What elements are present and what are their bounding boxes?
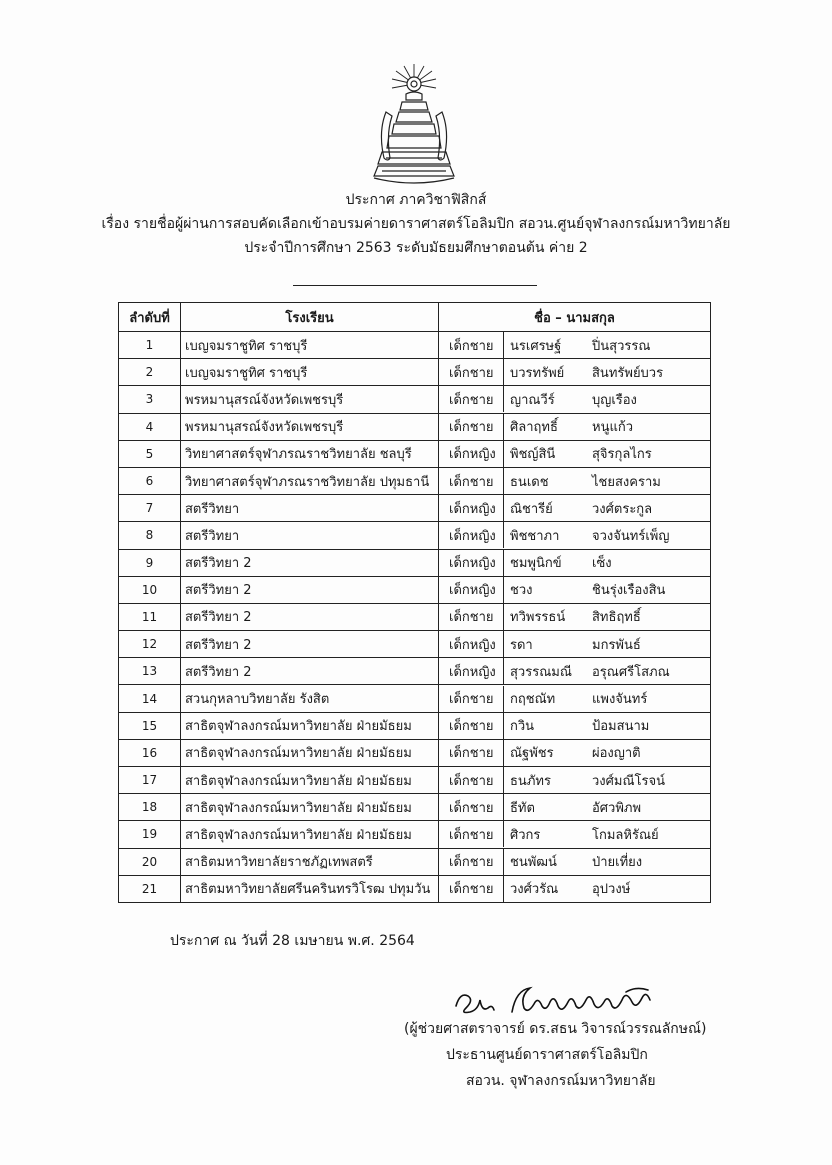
chulalongkorn-emblem-icon xyxy=(372,62,456,190)
student-last-name: ไชยสงคราม xyxy=(592,474,661,490)
name-cell xyxy=(439,495,711,522)
row-number: 16 xyxy=(119,739,181,766)
name-cell xyxy=(439,631,711,658)
row-number: 19 xyxy=(119,821,181,848)
school-cell: สาธิตจุฬาลงกรณ์มหาวิทยาลัย ฝ่ายมัธยม xyxy=(181,739,439,766)
table-row xyxy=(119,495,711,522)
table-row xyxy=(119,875,711,902)
name-cell xyxy=(439,413,711,440)
school-cell: สตรีวิทยา 2 xyxy=(181,603,439,630)
student-first-name: ณิชารีย์ xyxy=(510,501,553,517)
row-number: 4 xyxy=(119,413,181,440)
student-first-name: บวรทรัพย์ xyxy=(510,365,565,381)
student-last-name: วงศ์มณีโรจน์ xyxy=(592,773,665,789)
school-cell: พรหมานุสรณ์จังหวัดเพชรบุรี xyxy=(181,413,439,440)
row-number: 10 xyxy=(119,576,181,603)
student-title: เด็กชาย xyxy=(449,855,494,871)
student-title: เด็กหญิง xyxy=(449,664,496,680)
student-first-name: กฤชณัท xyxy=(510,692,556,708)
student-last-name: บุญเรือง xyxy=(592,392,637,408)
name-cell xyxy=(439,685,711,712)
school-cell: วิทยาศาสตร์จุฬาภรณราชวิทยาลัย ปทุมธานี xyxy=(181,467,439,494)
student-title: เด็กชาย xyxy=(449,392,494,408)
school-cell: สาธิตจุฬาลงกรณ์มหาวิทยาลัย ฝ่ายมัธยม xyxy=(181,712,439,739)
student-first-name: ธนเดช xyxy=(510,474,549,490)
table-row xyxy=(119,332,711,359)
student-last-name: ป้อมสนาม xyxy=(592,719,650,735)
row-number: 14 xyxy=(119,685,181,712)
row-number: 7 xyxy=(119,495,181,522)
student-title: เด็กชาย xyxy=(449,746,494,762)
student-last-name: อรุณศรีโสภณ xyxy=(592,664,670,680)
table-row xyxy=(119,549,711,576)
row-number: 2 xyxy=(119,359,181,386)
column-header-name: ชื่อ – นามสกุล xyxy=(439,303,711,332)
name-cell xyxy=(439,658,711,685)
name-cell xyxy=(439,739,711,766)
student-last-name: ชินรุ่งเรืองสิน xyxy=(592,583,666,599)
school-cell: สตรีวิทยา 2 xyxy=(181,658,439,685)
student-title: เด็กชาย xyxy=(449,365,494,381)
table-row xyxy=(119,658,711,685)
column-header-no: ลำดับที่ xyxy=(119,303,181,332)
student-title: เด็กชาย xyxy=(449,719,494,735)
school-cell: สตรีวิทยา xyxy=(181,522,439,549)
row-number: 12 xyxy=(119,631,181,658)
student-last-name: หนูแก้ว xyxy=(592,420,634,436)
student-first-name: ณัฐพัชร xyxy=(510,746,554,762)
student-title: เด็กหญิง xyxy=(449,637,496,653)
student-first-name: รดา xyxy=(510,637,533,653)
name-cell xyxy=(439,332,711,359)
school-cell: สตรีวิทยา xyxy=(181,495,439,522)
student-title: เด็กชาย xyxy=(449,773,494,789)
row-number: 20 xyxy=(119,848,181,875)
name-cell xyxy=(439,467,711,494)
table-row xyxy=(119,848,711,875)
student-last-name: ป่ายเที่ยง xyxy=(592,855,643,871)
school-cell: สาธิตจุฬาลงกรณ์มหาวิทยาลัย ฝ่ายมัธยม xyxy=(181,821,439,848)
school-cell: เบญจมราชูทิศ ราชบุรี xyxy=(181,332,439,359)
table-row xyxy=(119,712,711,739)
signatory-position: ประธานศูนย์ดาราศาสตร์โอลิมปิก xyxy=(446,1047,648,1063)
student-last-name: แพงจันทร์ xyxy=(592,692,648,708)
row-number: 6 xyxy=(119,467,181,494)
school-cell: วิทยาศาสตร์จุฬาภรณราชวิทยาลัย ชลบุรี xyxy=(181,440,439,467)
name-cell xyxy=(439,522,711,549)
table-row xyxy=(119,821,711,848)
student-title: เด็กชาย xyxy=(449,882,494,898)
row-number: 11 xyxy=(119,603,181,630)
student-title: เด็กหญิง xyxy=(449,528,496,544)
table-row xyxy=(119,413,711,440)
student-last-name: สุจิรกุลไกร xyxy=(592,447,652,463)
student-first-name: ธีทัต xyxy=(510,800,535,816)
school-cell: เบญจมราชูทิศ ราชบุรี xyxy=(181,359,439,386)
row-number: 21 xyxy=(119,875,181,902)
school-cell: สาธิตจุฬาลงกรณ์มหาวิทยาลัย ฝ่ายมัธยม xyxy=(181,767,439,794)
student-title: เด็กหญิง xyxy=(449,447,496,463)
column-header-school: โรงเรียน xyxy=(181,303,439,332)
table-row xyxy=(119,386,711,413)
name-cell xyxy=(439,359,711,386)
name-cell xyxy=(439,576,711,603)
announcement-date: ประกาศ ณ วันที่ 28 เมษายน พ.ศ. 2564 xyxy=(170,933,415,949)
student-first-name: วงศ์วรัณ xyxy=(510,882,559,898)
school-cell: สวนกุหลาบวิทยาลัย รังสิต xyxy=(181,685,439,712)
name-cell xyxy=(439,821,711,848)
name-cell xyxy=(439,794,711,821)
name-cell xyxy=(439,440,711,467)
table-row xyxy=(119,603,711,630)
student-first-name: นรเศรษฐ์ xyxy=(510,338,562,354)
school-cell: สตรีวิทยา 2 xyxy=(181,549,439,576)
student-first-name: พิชชาภา xyxy=(510,528,560,544)
name-cell xyxy=(439,712,711,739)
table-body xyxy=(119,332,711,903)
name-cell xyxy=(439,767,711,794)
row-number: 15 xyxy=(119,712,181,739)
school-cell: พรหมานุสรณ์จังหวัดเพชรบุรี xyxy=(181,386,439,413)
student-title: เด็กชาย xyxy=(449,827,494,843)
student-last-name: สิทธิฤทธิ์ xyxy=(592,610,641,626)
student-first-name: ศิวกร xyxy=(510,827,541,843)
table-row xyxy=(119,359,711,386)
student-title: เด็กชาย xyxy=(449,338,494,354)
student-first-name: ชนพัฒน์ xyxy=(510,855,557,871)
student-last-name: วงศ์ตระกูล xyxy=(592,501,653,517)
school-cell: สาธิตมหาวิทยาลัยศรีนครินทรวิโรฒ ปทุมวัน xyxy=(181,875,439,902)
student-title: เด็กหญิง xyxy=(449,501,496,517)
signatory-organization: สอวน. จุฬาลงกรณ์มหาวิทยาลัย xyxy=(466,1073,656,1089)
student-title: เด็กหญิง xyxy=(449,583,496,599)
student-last-name: ปิ่นสุวรรณ xyxy=(592,338,651,354)
school-cell: สาธิตจุฬาลงกรณ์มหาวิทยาลัย ฝ่ายมัธยม xyxy=(181,794,439,821)
student-last-name: อัศวพิภพ xyxy=(592,800,642,816)
student-first-name: กวิน xyxy=(510,719,535,735)
row-number: 18 xyxy=(119,794,181,821)
table-row xyxy=(119,440,711,467)
student-title: เด็กชาย xyxy=(449,800,494,816)
row-number: 1 xyxy=(119,332,181,359)
student-last-name: จวงจันทร์เพ็ญ xyxy=(592,528,670,544)
school-cell: สาธิตมหาวิทยาลัยราชภัฏเทพสตรี xyxy=(181,848,439,875)
table-row xyxy=(119,794,711,821)
announcement-subject: เรื่อง รายชื่อผู้ผ่านการสอบคัดเลือกเข้าอบรมค่ายดาราศาสตร์โอลิมปิก สอวน.ศูนย์จุฬาลงกรณ์มหาวิทยาลัย xyxy=(101,216,731,232)
table-row xyxy=(119,767,711,794)
student-title: เด็กชาย xyxy=(449,474,494,490)
student-title: เด็กชาย xyxy=(449,610,494,626)
name-cell xyxy=(439,603,711,630)
row-number: 13 xyxy=(119,658,181,685)
student-first-name: สุวรรณมณี xyxy=(510,664,572,680)
row-number: 3 xyxy=(119,386,181,413)
student-title: เด็กหญิง xyxy=(449,556,496,572)
table-row xyxy=(119,467,711,494)
student-title: เด็กชาย xyxy=(449,692,494,708)
student-first-name: ธนภัทร xyxy=(510,773,551,789)
table-row xyxy=(119,522,711,549)
table-row xyxy=(119,739,711,766)
table-header-row xyxy=(119,303,711,332)
school-cell: สตรีวิทยา 2 xyxy=(181,576,439,603)
student-last-name: มกรพันธ์ xyxy=(592,637,641,653)
name-cell xyxy=(439,549,711,576)
table-row xyxy=(119,631,711,658)
signatory-name: (ผู้ช่วยศาสตราจารย์ ดร.สธน วิจารณ์วรรณลักษณ์) xyxy=(404,1021,707,1037)
name-cell xyxy=(439,386,711,413)
student-first-name: ศิลาฤทธิ์ xyxy=(510,420,558,436)
announcement-heading: ประกาศ ภาควิชาฟิสิกส์ xyxy=(345,192,487,208)
handwritten-signature xyxy=(450,982,670,1022)
row-number: 5 xyxy=(119,440,181,467)
school-cell: สตรีวิทยา 2 xyxy=(181,631,439,658)
participants-table xyxy=(118,302,711,903)
table-row xyxy=(119,576,711,603)
row-number: 9 xyxy=(119,549,181,576)
announcement-academic-year: ประจำปีการศึกษา 2563 ระดับมัธยมศึกษาตอนต้น ค่าย 2 xyxy=(244,240,588,256)
student-first-name: ชมพูนิกข์ xyxy=(510,556,562,572)
student-last-name: โกมลหิรัณย์ xyxy=(592,827,659,843)
table-row xyxy=(119,685,711,712)
student-last-name: เซ็ง xyxy=(592,556,612,572)
student-title: เด็กชาย xyxy=(449,420,494,436)
row-number: 17 xyxy=(119,767,181,794)
student-last-name: อุปวงษ์ xyxy=(592,882,631,898)
student-first-name: ทวิพรรธน์ xyxy=(510,610,566,626)
heading-divider xyxy=(293,285,537,286)
student-first-name: ญาณวีร์ xyxy=(510,392,555,408)
student-first-name: ชวง xyxy=(510,583,533,599)
student-last-name: ผ่องญาติ xyxy=(592,746,641,762)
row-number: 8 xyxy=(119,522,181,549)
student-last-name: สินทรัพย์บวร xyxy=(592,365,664,381)
name-cell xyxy=(439,875,711,902)
student-first-name: พิชญ์สินี xyxy=(510,447,556,463)
name-cell xyxy=(439,848,711,875)
